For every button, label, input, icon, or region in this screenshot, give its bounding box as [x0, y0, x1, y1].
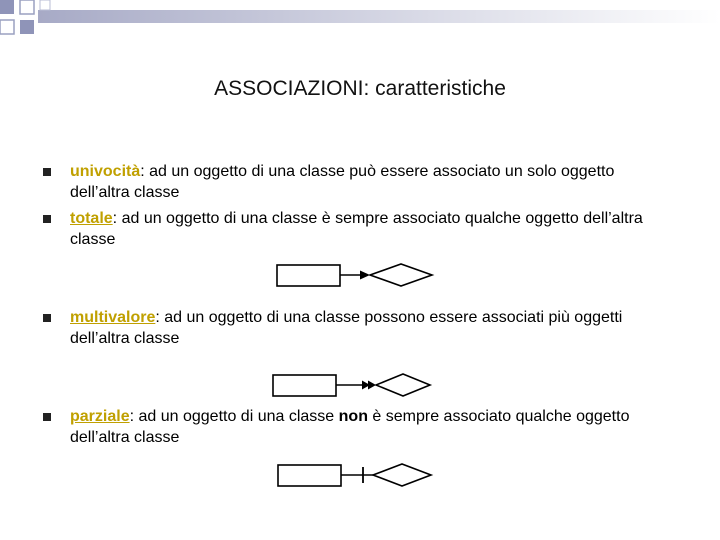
item-text: è sempre associato qualche oggetto dell’altra classe	[70, 408, 630, 446]
class-box	[277, 265, 340, 286]
item-text: ad un oggetto di una classe è sempre associato qualche oggetto dell’altra classe	[70, 210, 643, 248]
diamond-icon	[370, 264, 432, 286]
item-text: ad un oggetto di una classe	[134, 408, 339, 425]
term-parziale: parziale	[70, 408, 130, 425]
item-text: ad un oggetto di una classe può essere associato un solo oggetto dell’altra classe	[70, 163, 615, 201]
diagram-parziale	[271, 458, 441, 492]
bullet-icon	[43, 168, 51, 176]
class-box	[278, 465, 341, 486]
term-multivalore: multivalore	[70, 309, 156, 326]
bullet-icon	[43, 413, 51, 421]
bullet-icon	[43, 314, 51, 322]
list-item-parziale: parziale: ad un oggetto di una classe non è sempre associato qualche oggetto dell’altra classe	[70, 408, 630, 446]
class-box	[273, 375, 336, 396]
list-item-totale: totale: ad un oggetto di una classe è sempre associato qualche oggetto dell’altra classe	[70, 210, 643, 248]
diagram-multivalore	[266, 368, 436, 402]
bullet-icon	[43, 215, 51, 223]
header-decoration	[0, 0, 720, 50]
list-item-multivalore: multivalore: ad un oggetto di una classe possono essere associati più oggetti dell’altra classe	[70, 309, 623, 347]
slide-title: ASSOCIAZIONI: caratteristiche	[214, 77, 506, 100]
item-text: ad un oggetto di una classe possono essere associati più oggetti dell’altra classe	[70, 309, 623, 347]
term-univocita: univocità	[70, 163, 141, 180]
diamond-icon	[373, 464, 431, 486]
item-emphasis: non	[338, 408, 368, 425]
list-item-univocita: univocità: ad un oggetto di una classe può essere associato un solo oggetto dell’altra classe	[70, 163, 615, 201]
diagram-univocita-totale	[270, 258, 440, 292]
term-totale: totale	[70, 210, 113, 227]
diamond-icon	[376, 374, 430, 396]
